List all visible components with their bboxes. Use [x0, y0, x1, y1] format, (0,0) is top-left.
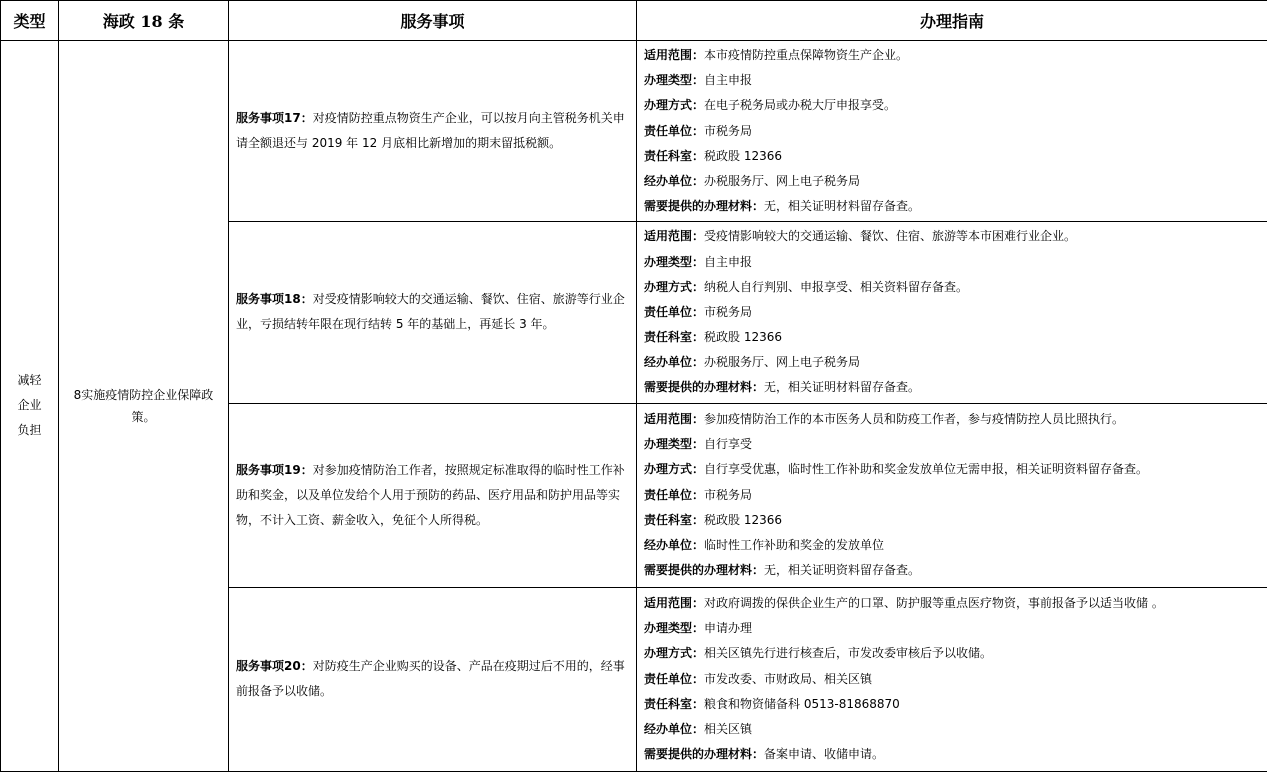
guide-label: 经办单位： [644, 355, 704, 369]
service-item-label: 服务事项17： [236, 111, 313, 125]
service-item-label: 服务事项20： [236, 659, 313, 673]
guide-value: 市发改委、市财政局、相关区镇 [704, 672, 872, 686]
service-item-text: 对疫情防控重点物资生产企业，可以按月向主管税务机关申请全额退还与 2019 年 12 月底相比新增加的期末留抵税额。 [236, 111, 625, 150]
guide-value: 在电子税务局或办税大厅申报享受。 [704, 98, 896, 112]
guide-value: 受疫情影响较大的交通运输、餐饮、住宿、旅游等本市困难行业企业。 [704, 229, 1076, 243]
table-row [1, 41, 1267, 222]
guide-value: 无，相关证明材料留存备查。 [764, 380, 920, 394]
guide-label: 办理方式： [644, 462, 704, 476]
policy-ref-cell [59, 41, 229, 772]
guide-office [644, 692, 1260, 717]
header-row [1, 1, 1267, 41]
guide-value: 参加疫情防治工作的本市医务人员和防疫工作者，参与疫情防控人员比照执行。 [704, 412, 1124, 426]
guide-label: 责任单位： [644, 124, 704, 138]
guide-value: 自行享受优惠，临时性工作补助和奖金发放单位无需申报，相关证明资料留存备查。 [704, 462, 1148, 476]
guide-method [644, 457, 1260, 482]
guide-scope [644, 224, 1260, 249]
category-cell [1, 41, 59, 772]
guide-value: 市税务局 [704, 124, 752, 138]
service-item-text: 对防疫生产企业购买的设备、产品在疫期过后不用的，经事前报备予以收储。 [236, 659, 625, 698]
guide-label: 责任科室： [644, 697, 704, 711]
guide-unit [644, 667, 1260, 692]
header-category: 类型 [1, 1, 59, 41]
guide-materials [644, 375, 1260, 400]
guide-type [644, 250, 1260, 275]
guide-value: 相关区镇 [704, 722, 752, 736]
service-item-cell [229, 587, 637, 771]
guide-cell [637, 222, 1267, 403]
guide-office [644, 325, 1260, 350]
guide-office [644, 508, 1260, 533]
guide-value: 市税务局 [704, 305, 752, 319]
guide-label: 适用范围： [644, 412, 704, 426]
guide-value: 自主申报 [704, 73, 752, 87]
guide-label: 办理类型： [644, 73, 704, 87]
guide-type [644, 616, 1260, 641]
category-text: 减轻企业负担 [16, 368, 44, 443]
guide-cell [637, 403, 1267, 587]
guide-label: 办理类型： [644, 255, 704, 269]
header-service-item: 服务事项 [229, 1, 637, 41]
guide-value: 自行享受 [704, 437, 752, 451]
guide-unit [644, 483, 1260, 508]
header-policy-ref: 海政 18 条 [59, 1, 229, 41]
guide-materials [644, 558, 1260, 583]
guide-label: 办理方式： [644, 98, 704, 112]
service-item-cell [229, 222, 637, 403]
service-item-cell [229, 41, 637, 222]
guide-materials [644, 194, 1260, 219]
service-item-label: 服务事项19： [236, 463, 313, 477]
guide-method [644, 275, 1260, 300]
service-item-cell [229, 403, 637, 587]
guide-method [644, 93, 1260, 118]
policy-ref-text: 8实施疫情防控企业保障政策。 [74, 388, 214, 424]
guide-handler [644, 533, 1260, 558]
guide-label: 需要提供的办理材料： [644, 380, 764, 394]
guide-label: 适用范围： [644, 48, 704, 62]
guide-handler [644, 350, 1260, 375]
guide-cell [637, 41, 1267, 222]
guide-label: 需要提供的办理材料： [644, 747, 764, 761]
guide-label: 经办单位： [644, 722, 704, 736]
guide-label: 责任单位： [644, 488, 704, 502]
guide-value: 申请办理 [704, 621, 752, 635]
guide-type [644, 68, 1260, 93]
guide-value: 临时性工作补助和奖金的发放单位 [704, 538, 884, 552]
guide-value: 无，相关证明材料留存备查。 [764, 199, 920, 213]
guide-value: 备案申请、收储申请。 [764, 747, 884, 761]
guide-value: 自主申报 [704, 255, 752, 269]
guide-value: 对政府调拨的保供企业生产的口罩、防护服等重点医疗物资，事前报备予以适当收储 。 [704, 596, 1164, 610]
guide-scope [644, 43, 1260, 68]
guide-office [644, 144, 1260, 169]
guide-type [644, 432, 1260, 457]
guide-label: 责任单位： [644, 672, 704, 686]
guide-value: 市税务局 [704, 488, 752, 502]
service-item-text: 对参加疫情防治工作者，按照规定标准取得的临时性工作补助和奖金，以及单位发给个人用于预防的药品、医疗用品和防护用品等实物，不计入工资、薪金收入，免征个人所得税。 [236, 463, 625, 527]
guide-label: 办理方式： [644, 280, 704, 294]
guide-value: 粮食和物资储备科 0513-81868870 [704, 697, 900, 711]
guide-value: 税政股 12366 [704, 149, 782, 163]
guide-label: 需要提供的办理材料： [644, 199, 764, 213]
guide-handler [644, 169, 1260, 194]
guide-cell [637, 587, 1267, 771]
guide-label: 责任科室： [644, 149, 704, 163]
guide-label: 适用范围： [644, 596, 704, 610]
guide-handler [644, 717, 1260, 742]
guide-scope [644, 591, 1260, 616]
service-item-text: 对受疫情影响较大的交通运输、餐饮、住宿、旅游等行业企业，亏损结转年限在现行结转 5 年的基础上，再延长 3 年。 [236, 292, 625, 331]
guide-value: 无，相关证明资料留存备查。 [764, 563, 920, 577]
guide-label: 适用范围： [644, 229, 704, 243]
guide-scope [644, 407, 1260, 432]
header-guide: 办理指南 [637, 1, 1267, 41]
guide-label: 经办单位： [644, 538, 704, 552]
guide-label: 责任科室： [644, 330, 704, 344]
guide-label: 需要提供的办理材料： [644, 563, 764, 577]
guide-value: 税政股 12366 [704, 513, 782, 527]
guide-value: 相关区镇先行进行核查后，市发改委审核后予以收储。 [704, 646, 992, 660]
guide-label: 办理方式： [644, 646, 704, 660]
guide-method [644, 641, 1260, 666]
guide-value: 办税服务厅、网上电子税务局 [704, 355, 860, 369]
guide-label: 责任科室： [644, 513, 704, 527]
guide-unit [644, 300, 1260, 325]
guide-value: 本市疫情防控重点保障物资生产企业。 [704, 48, 908, 62]
guide-label: 经办单位： [644, 174, 704, 188]
guide-value: 税政股 12366 [704, 330, 782, 344]
guide-unit [644, 119, 1260, 144]
guide-value: 办税服务厅、网上电子税务局 [704, 174, 860, 188]
guide-label: 责任单位： [644, 305, 704, 319]
guide-label: 办理类型： [644, 621, 704, 635]
guide-materials [644, 742, 1260, 767]
guide-value: 纳税人自行判别、申报享受、相关资料留存备查。 [704, 280, 968, 294]
service-item-label: 服务事项18： [236, 292, 313, 306]
guide-label: 办理类型： [644, 437, 704, 451]
